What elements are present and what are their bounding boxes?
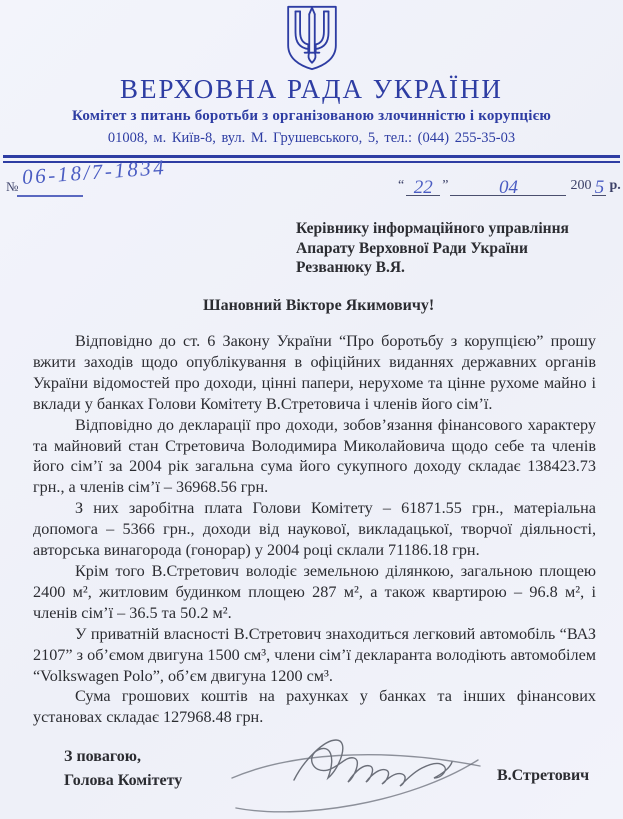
- date-day-handwritten: 22: [413, 177, 433, 198]
- ukraine-trident-emblem: [284, 5, 340, 71]
- closing-block: [64, 745, 182, 793]
- recipient-line-2: Апарату Верховної Ради України: [296, 239, 528, 257]
- ref-number-label: №: [6, 179, 19, 194]
- date-year-prefix: 200: [570, 178, 592, 193]
- date-month-underline: [450, 178, 566, 196]
- date-line: [396, 168, 621, 196]
- ref-number-handwritten: 06-18/7-1834: [21, 154, 167, 190]
- date-close-quote: ”: [442, 178, 449, 193]
- date-month-handwritten: 04: [498, 177, 518, 198]
- paragraph: З них заробітна плата Голови Комітету – 61871.55 грн., матеріальна допомога – 5366 грн., доходи від наукової, викладацької, творчої діяльності, авторська винагорода (гонорар) у 2004 році склали 71186.18 грн.: [33, 499, 596, 560]
- paragraph: У приватній власності В.Стретович знаходиться легковий автомобіль “ВАЗ 2107” з об’ємом двигуна 1500 см³, члени сім’ї декларанта володіють автомобілем “Volkswagen Polo”, об’єм двигуна 1200 см³.: [33, 624, 596, 685]
- closing-regards: З повагою,: [64, 748, 141, 765]
- date-suffix: р.: [609, 178, 621, 193]
- date-year-digit-handwritten: 5: [594, 177, 605, 198]
- address-line: 01008, м. Київ-8, вул. М. Грушевського, 5, тел.: (044) 255-35-03: [107, 130, 516, 146]
- committee-name: Комітет з питань боротьби з організованою злочинністю і корупцією: [72, 108, 551, 124]
- paragraph: Сума грошових коштів на рахунках у банках та інших фінансових установах складає 127968.48 грн.: [33, 687, 596, 727]
- paragraph: Відповідно до декларації про доходи, зобов’язання фінансового характеру та майновий стан Стретовича Володимира Миколайовича щодо себе та членів його сім’ї за 2004 рік загальна сума його сукупного доходу складає 138423.73 грн., а членів сім’ї – 36968.56 грн.: [33, 415, 596, 497]
- date-open-quote: “: [398, 178, 405, 193]
- handwritten-signature: [228, 726, 500, 818]
- paragraph: Крім того В.Стретович володіє земельною ділянкою, загальною площею 2400 м², житловим будинком площею 287 м², а також квартирою – 96.8 м², і членів сім’ї – 36.5 та 50.2 м².: [33, 561, 596, 622]
- recipient-block: [296, 219, 569, 278]
- letter-body: [33, 331, 596, 728]
- organization-title: ВЕРХОВНА РАДА УКРАЇНИ: [120, 74, 503, 104]
- closing-title: Голова Комітету: [64, 772, 183, 789]
- date-day-underline: [406, 178, 440, 196]
- date-year-underline: [592, 178, 606, 196]
- recipient-line-3: Резванюку В.Я.: [296, 259, 405, 276]
- signatory-name: В.Стретович: [497, 767, 590, 784]
- salutation: Шановний Вікторе Якимовичу!: [203, 297, 435, 314]
- recipient-line-1: Керівнику інформаційного управління: [296, 220, 569, 237]
- paragraph: Відповідно до ст. 6 Закону України “Про боротьбу з корупцією” прошу вжити заходів щодо опублікування в офіційних виданнях державних органів України відомостей про доходи, цінні папери, нерухоме та цінне рухоме майно і вклади у банках Голови Комітету В.Стретовича і членів його сім’ї.: [33, 332, 596, 413]
